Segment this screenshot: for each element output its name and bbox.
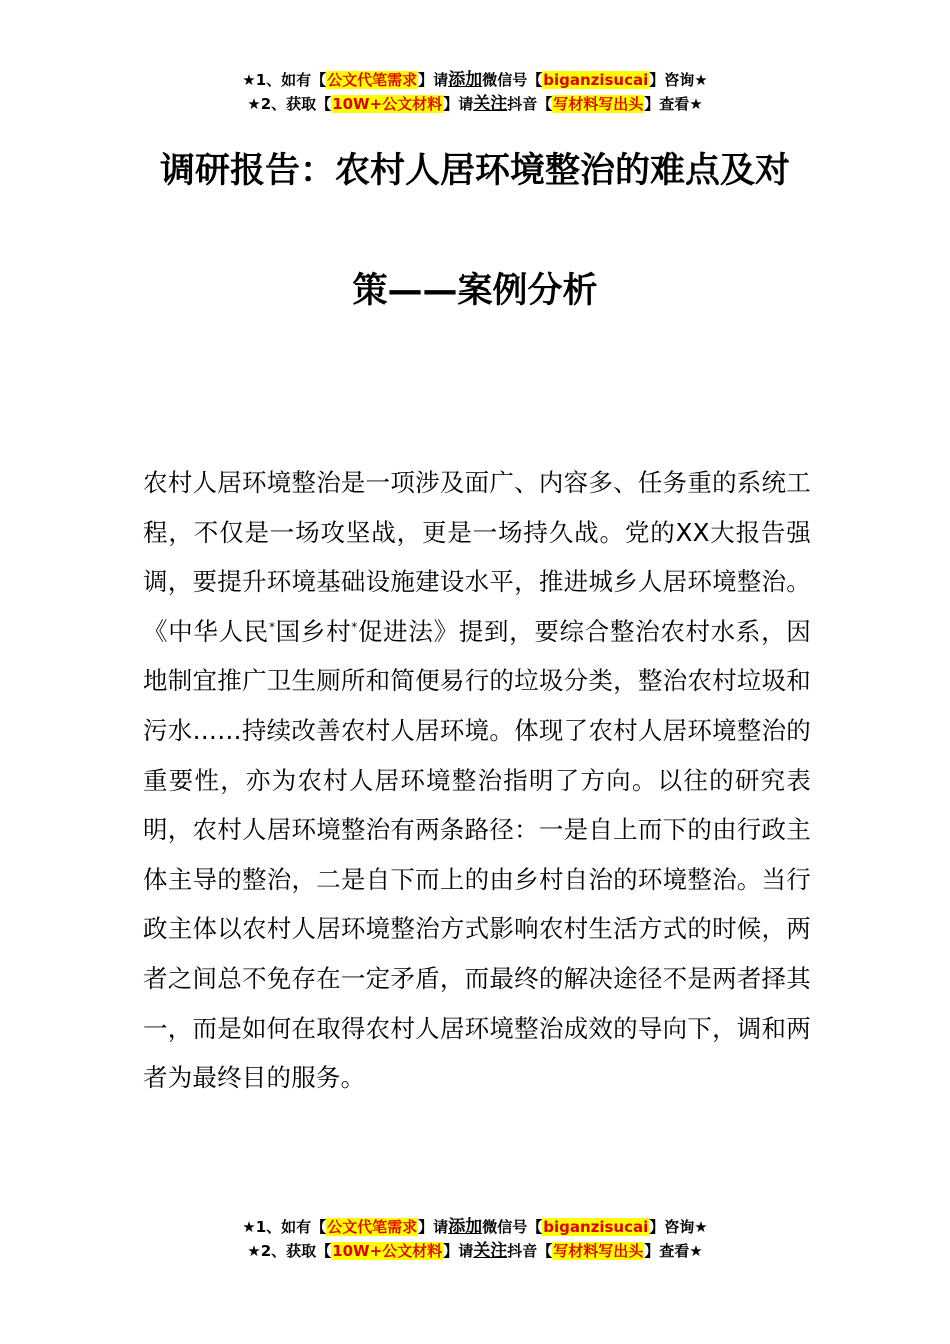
body-paragraph — [143, 458, 811, 1103]
banner-line-2-suffix: 】查看★ — [644, 95, 703, 113]
banner-line-1-suffix: 】咨询★ — [649, 1218, 708, 1236]
footer-banner — [0, 1215, 950, 1263]
banner-line-2 — [0, 1239, 950, 1263]
douyin-account-highlight: 写材料写出头 — [553, 95, 644, 113]
asterisk-mark: * — [351, 619, 358, 634]
banner-line-2-suffix: 】查看★ — [644, 1242, 703, 1260]
banner-line-1-mid: 】请 — [418, 1218, 449, 1236]
add-word: 添加 — [448, 70, 483, 90]
materials-highlight: 10W+公文材料 — [332, 95, 443, 113]
banner-line-2-prefix: ★2、获取【 — [247, 1242, 332, 1260]
douyin-account-highlight: 写材料写出头 — [553, 1242, 644, 1260]
ghostwriting-highlight: 公文代笔需求 — [327, 1218, 418, 1236]
paragraph-part-3: 促进法》提到，要综合整治农村水系，因地制宜推广卫生厕所和简便易行的垃圾分类，整治农村垃圾和污水……持续改善农村人居环境。体现了农村人居环境整治的重要性，亦为农村人居环境整治指明了方向。以往的研究表明，农村人居环境整治有两条路径：一是自上而下的由行政主体主导的整治，二是自下而上的由乡村自治的环境整治。当行政主体以农村人居环境整治方式影响农村生活方式的时候，两者之间总不免存在一定矛盾，而最终的解决途径不是两者择其一，而是如何在取得农村人居环境整治成效的导向下，调和两者为最终目的服务。 — [143, 616, 811, 1093]
banner-line-2-mid2: 抖音【 — [507, 1242, 553, 1260]
banner-line-1-mid: 】请 — [418, 71, 449, 89]
banner-line-2-mid: 】请 — [443, 1242, 474, 1260]
banner-line-2 — [0, 92, 950, 116]
banner-line-2-prefix: ★2、获取【 — [247, 95, 332, 113]
banner-line-1-mid2: 微信号【 — [482, 71, 543, 89]
wechat-id-highlight: biganzisucai — [543, 71, 649, 89]
banner-line-1 — [0, 68, 950, 92]
banner-line-1 — [0, 1215, 950, 1239]
asterisk-mark: * — [268, 619, 276, 634]
wechat-id-highlight: biganzisucai — [543, 1218, 649, 1236]
banner-line-2-mid2: 抖音【 — [507, 95, 553, 113]
follow-word: 关注 — [473, 1241, 508, 1261]
banner-line-1-suffix: 】咨询★ — [649, 71, 708, 89]
add-word: 添加 — [448, 1217, 483, 1237]
paragraph-part-1: 农村人居环境整治是一项涉及面广、内容多、任务重的系统工程，不仅是一场攻坚战，更是一场持久战。党的XX大报告强调，要提升环境基础设施建设水平，推进城乡人居环境整治。《中华人民 — [143, 468, 811, 646]
materials-highlight: 10W+公文材料 — [332, 1242, 443, 1260]
paragraph-part-2: 国乡村 — [275, 616, 352, 646]
banner-line-2-mid: 】请 — [443, 95, 474, 113]
banner-line-1-prefix: ★1、如有【 — [242, 71, 327, 89]
document-title-line-1: 调研报告：农村人居环境整治的难点及对 — [159, 151, 790, 191]
header-banner — [0, 68, 950, 116]
document-title-line-2: 策——案例分析 — [352, 271, 598, 311]
follow-word: 关注 — [473, 94, 508, 114]
banner-line-1-prefix: ★1、如有【 — [242, 1218, 327, 1236]
ghostwriting-highlight: 公文代笔需求 — [327, 71, 418, 89]
banner-line-1-mid2: 微信号【 — [482, 1218, 543, 1236]
